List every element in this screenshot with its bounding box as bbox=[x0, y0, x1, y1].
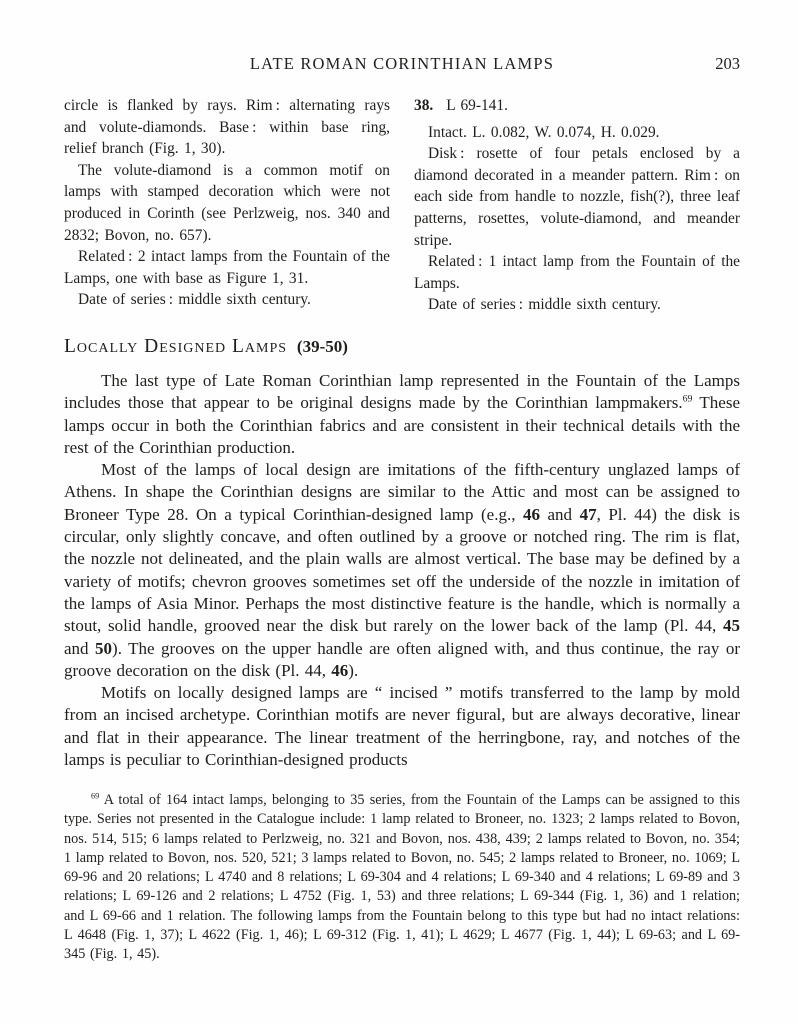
entry-inventory-number: L 69-141. bbox=[446, 97, 508, 114]
page-number: 203 bbox=[715, 54, 740, 73]
section-heading-number: (39-50) bbox=[296, 336, 348, 356]
footnote-text: $^{69}$ A total of 164 intact lamps, belonging to 35 series, from the Fountain of the Lamps can be assigned to this type. Series not presented in the Catalogue include: 1 lamp related to Broneer, no. 1323; 2 lamps related to Bovon, nos. 514, 515; 6 lamps related to Perlzweig, no. 321 and Bovon, nos. 438, 439; 2 lamps related to Bovon, no. 354; 1 lamp related to Bovon, nos. 520, 521; 3 lamps related to Bovon, no. 545; 2 lamps related to Broneer, no. 1069; L 69-96 and 20 relations; L 4740 and 8 relations; L 69-304 and 4 relations; L 69-340 and 4 relations; L 69-89 and 3 relations; L 69-126 and 2 relations; L 4752 (Fig. 1, 53) and three relations; L 69-344 (Fig. 1, 36) and 1 relation; and L 69-66 and 1 relation. The following lamps from the Fountain belong to this type but had no intact relations: L 4648 (Fig. 1, 37); L 4622 (Fig. 1, 46); L 69-312 (Fig. 1, 41); L 4629; L 4677 (Fig. 1, 44); L 69-63; and L 69-345 (Fig. 1, 45). bbox=[64, 791, 740, 962]
catalog-paragraph: Related : 2 intact lamps from the Fountain of the Lamps, one with base as Figure 1, 31. bbox=[64, 248, 390, 287]
catalog-paragraph: The volute-diamond is a common motif on lamps with stamped decoration which were not produced in Corinth (see Perlzweig, nos. 340 and 2832; Bovon, no. 657). bbox=[64, 161, 390, 244]
catalog-paragraph: Related : 1 intact lamp from the Fountain of the Lamps. bbox=[414, 253, 740, 292]
body-paragraph: Motifs on locally designed lamps are “ incised ” motifs transferred to the lamp by mold from an incised archetype. Corinthian motifs are never figural, but are always decorative, linear and flat in their appearance. The linear treatment of the herringbone, ray, and notches of the lamps is peculiar to Corinthian-designed products bbox=[64, 683, 740, 769]
page-header bbox=[64, 54, 740, 74]
catalog-entry-heading bbox=[414, 95, 740, 117]
running-title: LATE ROMAN CORINTHIAN LAMPS bbox=[249, 54, 555, 73]
catalog-paragraph: circle is flanked by rays. Rim : alternating rays and volute-diamonds. Base : within base ring, relief branch (Fig. 1, 30). bbox=[64, 97, 390, 158]
catalog-column-left bbox=[64, 95, 390, 316]
catalog-paragraph: Disk : rosette of four petals enclosed by a diamond decorated in a meander pattern. Rim : on each side from handle to nozzle, fish(?), three leaf patterns, rosettes, volute-diamond, and meander stripe. bbox=[414, 145, 740, 249]
catalog-paragraph: Date of series : middle sixth century. bbox=[428, 296, 661, 314]
entry-number: 38. bbox=[414, 97, 434, 114]
body-paragraph: The last type of Late Roman Corinthian lamp represented in the Fountain of the Lamps includes those that appear to be original designs made by the Corinthian lampmakers.$^{69}$ These lamps occur in both the Corinthian fabrics and are consistent in their technical details with the rest of the Corinthian production. bbox=[64, 370, 740, 457]
section-heading-text: Locally Designed Lamps bbox=[64, 335, 288, 357]
catalog-entries bbox=[64, 95, 740, 316]
footnote bbox=[64, 791, 740, 964]
catalog-column-right bbox=[414, 95, 740, 316]
body-text bbox=[64, 370, 740, 771]
catalog-paragraph: Intact. L. 0.082, W. 0.074, H. 0.029. bbox=[428, 123, 660, 141]
section-heading bbox=[64, 335, 740, 359]
body-paragraph: Most of the lamps of local design are imitations of the fifth-century unglazed lamps of Athens. In shape the Corinthian designs are similar to the Attic and most can be assigned to Broneer Type 28. On a typical Corinthian-designed lamp (e.g., 46 and 47, Pl. 44) the disk is circular, only slightly concave, and often outlined by a groove or notched ring. The rim is flat, the nozzle not delineated, and the plain walls are almost vertical. The base may be defined by a variety of motifs; chevron grooves sometimes set off the underside of the nozzle in imitation of the lamps of Asia Minor. Perhaps the most distinctive feature is the handle, which is normally a stout, solid handle, grooved near the disk but rarely on the lower back of the lamp (Pl. 44, 45 and 50). The grooves on the upper handle are often aligned with, and thus continue, the ray or groove decoration on the disk (Pl. 44, 46). bbox=[64, 460, 740, 680]
catalog-paragraph: Date of series : middle sixth century. bbox=[78, 291, 311, 309]
